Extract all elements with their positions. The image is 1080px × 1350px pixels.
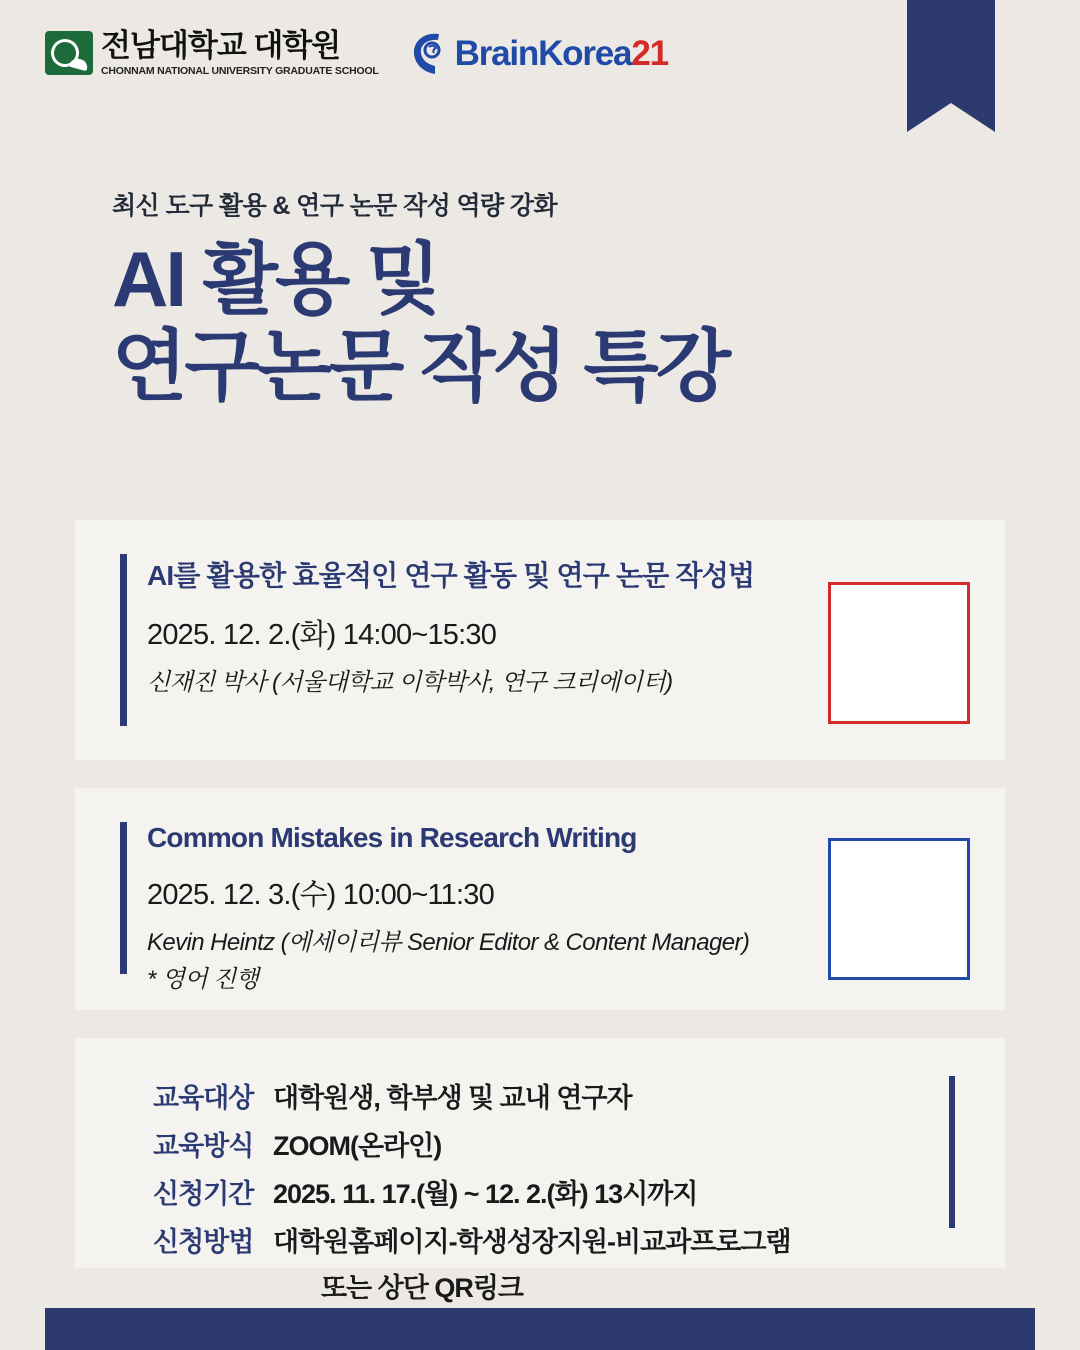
info-label: 신청방법 — [153, 1227, 254, 1257]
cnu-logo-korean-text: 전남대학교 대학원 — [101, 28, 341, 63]
poster-header — [45, 30, 668, 77]
session-datetime: 2025. 12. 3.(수) 10:00~11:30 — [147, 879, 494, 911]
session-title: Common Mistakes in Research Writing — [147, 822, 637, 853]
brainkorea-word: BrainKorea — [454, 33, 632, 73]
info-label: 신청기간 — [153, 1179, 254, 1209]
accent-bar — [120, 822, 127, 974]
footer-bar — [45, 1308, 1035, 1350]
info-value: ZOOM(온라인) — [273, 1131, 442, 1161]
session-card-1 — [75, 520, 1005, 760]
info-row — [153, 1076, 965, 1115]
info-row — [153, 1172, 965, 1211]
qr-code-session-2[interactable] — [828, 838, 970, 980]
qr-code-pattern — [836, 846, 962, 972]
info-sub-value: 또는 상단 QR링크 — [321, 1273, 523, 1303]
session-speaker: Kevin Heintz (에세이리뷰 Senior Editor & Content Manager) — [147, 929, 750, 956]
qr-code-session-1[interactable] — [828, 582, 970, 724]
cnu-emblem-icon — [45, 31, 93, 75]
title-line-1: AI 활용 및 — [112, 235, 439, 323]
info-row-list — [153, 1076, 965, 1305]
accent-bar — [120, 554, 127, 726]
session-card-2 — [75, 788, 1005, 1010]
title-block — [112, 186, 1020, 411]
accent-bar — [949, 1076, 955, 1228]
poster-kicker: 최신 도구 활용 & 연구 논문 작성 역량 강화 — [112, 192, 558, 220]
brainkorea-number: 21 — [631, 33, 668, 73]
info-value: 대학원홈페이지-학생성장지원-비교과프로그램 — [273, 1227, 791, 1257]
session-note: * 영어 진행 — [147, 966, 259, 994]
brain-head-icon — [409, 30, 451, 76]
info-row — [153, 1220, 965, 1259]
cnu-graduate-school-logo — [45, 30, 379, 77]
page-title — [112, 236, 1020, 411]
session-speaker: 신재진 박사 (서울대학교 이학박사, 연구 크리에이터) — [147, 669, 673, 696]
info-value: 대학원생, 학부생 및 교내 연구자 — [273, 1083, 632, 1113]
brainkorea21-logo — [409, 30, 668, 76]
info-label: 교육방식 — [153, 1131, 254, 1161]
info-value: 2025. 11. 17.(월) ~ 12. 2.(화) 13시까지 — [273, 1179, 698, 1209]
title-line-2: 연구논문 작성 특강 — [112, 322, 729, 411]
qr-code-pattern — [836, 590, 962, 716]
session-title: AI를 활용한 효율적인 연구 활동 및 연구 논문 작성법 — [147, 560, 755, 591]
info-label: 교육대상 — [153, 1083, 254, 1113]
ribbon-decoration — [907, 0, 995, 132]
info-row — [153, 1124, 965, 1163]
program-info-card — [75, 1038, 1005, 1303]
session-datetime: 2025. 12. 2.(화) 14:00~15:30 — [147, 619, 497, 651]
cnu-logo-english-text: CHONNAM NATIONAL UNIVERSITY GRADUATE SCHOOL — [101, 65, 379, 77]
